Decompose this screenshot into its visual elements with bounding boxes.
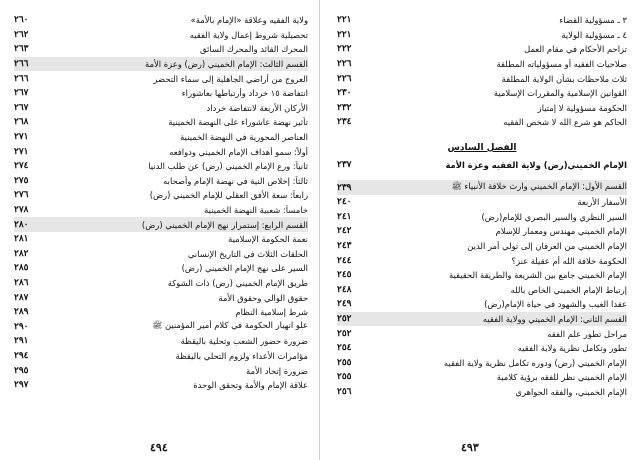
toc-entry-title: ٤ ـ مسؤولية الولاية (561, 29, 627, 40)
toc-entry-title: علو انهيار الحكومة في كلام أمير المؤمنين ﷺ (152, 320, 308, 331)
toc-entry (14, 13, 308, 28)
toc-entry-page: ٢٧٤ (14, 161, 29, 172)
toc-entry-page: ٢٤٥ (337, 270, 352, 281)
toc-entry-title: ٣ ـ مسؤولية القضاء (559, 15, 627, 26)
toc-entry (337, 224, 627, 239)
toc-entry-page: ٢٢٦ (337, 59, 352, 70)
toc-entry-title: الإمام الخميني، والفقه الجواهري (515, 386, 627, 397)
toc-entry (337, 283, 627, 298)
toc-entry-page: ٢٢١ (337, 15, 352, 26)
toc-entry (337, 326, 627, 341)
toc-entry-title: الإمام الخميني (رض) ودوره تكامل نظرية ولاية الفقيه (443, 357, 627, 368)
toc-section-entry (337, 180, 627, 195)
toc-entry-title: القسم الأول: الإمام الخميني وارث خلافة الأنبياء ﷺ (451, 181, 627, 192)
toc-entry (14, 349, 308, 364)
toc-entry (14, 363, 308, 378)
toc-entry-page: ٢٦٦ (14, 59, 29, 70)
toc-entry-title: شرط إسلامية النظام (235, 307, 308, 318)
toc-entry (14, 290, 308, 305)
toc-entry (14, 71, 308, 86)
toc-entry-title: مراحل تطور علم الفقه (547, 328, 627, 339)
toc-entry-title: أولاً: سمو أهداف الإمام الخميني ودوافعه (169, 146, 308, 157)
toc-entry-page: ٢٧١ (14, 132, 29, 143)
toc-entry-page: ٢٨٦ (14, 277, 29, 288)
toc-entry (14, 130, 308, 145)
toc-entry (337, 239, 627, 254)
toc-entry (337, 253, 627, 268)
toc-entry (14, 188, 308, 203)
toc-entry-page: ٢٩٥ (14, 365, 29, 376)
toc-entry (14, 28, 308, 43)
toc-spacer (337, 130, 627, 138)
toc-entry-title: الإمام الخميني مهندس ومعمار للإسلام (495, 226, 627, 237)
toc-entry-title: الحكومة خلافة الله أم عقيلة عنز؟ (511, 255, 627, 266)
toc-entry-title: إرتباط الإمام الخميني الخاص بالله (510, 284, 627, 295)
toc-entry-title: الإمام الخميني من العرفان إلى تولي أمر الدين (467, 241, 627, 252)
toc-entry (14, 276, 308, 291)
toc-entry (337, 195, 627, 210)
toc-entry-page: ٢٤٩ (337, 299, 352, 310)
toc-entry-page: ٢٩٧ (14, 380, 29, 391)
toc-entry-page: ٢٣٩ (337, 182, 352, 193)
toc-entry (337, 268, 627, 283)
toc-entry-page: ٢٥٥ (337, 357, 352, 368)
toc-entry-title: الإمام الخميني(رض) ولاية الفقيه وعزة الأمة (445, 160, 627, 171)
toc-entry-page: ٢٤٨ (337, 284, 352, 295)
toc-entry-page: ٢٥٦ (337, 386, 352, 397)
toc-entry (14, 247, 308, 262)
toc-entry-page: ٢٦٦ (14, 73, 29, 84)
toc-entry-title: ثانياً: ورع الإمام الخميني (رض) عن طلب الدنيا (148, 161, 308, 172)
toc-entry-page: ٢٩٤ (14, 350, 29, 361)
toc-entry-page: ٢٨٥ (14, 263, 29, 274)
toc-entry-title: تحصيلية شروط إعمال ولاية الفقيه (189, 29, 308, 40)
toc-entry (337, 71, 627, 86)
toc-entry-title: خامساً: شعبية النهضة الخمينية (204, 205, 308, 216)
toc-entry-title: القوانين الإسلامية والمقررات الإسلامية (493, 88, 627, 99)
toc-entry-title: الإمام الخميني جامع بين الشريعة والطريقة الحقيقية (449, 270, 627, 281)
toc-entry-title: طريق الإمام الخميني (رض) ذات الشوكة (167, 277, 308, 288)
toc-entry-page: ٢٨٩ (14, 307, 29, 318)
toc-entry (14, 101, 308, 116)
toc-entry-title: العروج من أراضي الجاهلية إلى سماء التحضر (153, 73, 308, 84)
toc-entry-title: علاقة الإمام والأمة وتحقق الوحدة (193, 380, 308, 391)
toc-entry-page: ٢٤٠ (337, 197, 352, 208)
toc-entry-title: الحلقات الثلاث في التاريخ الإنساني (187, 248, 308, 259)
toc-entry-title: تزاحم الأحكام في مقام العمل (524, 44, 627, 55)
toc-entry-title: تطور وتكامل نظرية ولاية الفقيه (517, 343, 627, 354)
toc-entry-title: حقوق الوالي وحقوق الأمة (218, 292, 308, 303)
toc-entry-title: المحرك القائد والمحرك السائق (200, 44, 308, 55)
toc-entry-page: ٢٤٢ (337, 226, 352, 237)
toc-entry (337, 385, 627, 400)
toc-entry-page: ٢٧٥ (14, 175, 29, 186)
toc-entry-page: ٢٤١ (337, 211, 352, 222)
toc-entry-title: السير على نهج الإمام الخميني (رض) (181, 263, 308, 274)
page-number-left: ٤٩٤ (150, 441, 168, 454)
toc-entry (337, 101, 627, 116)
toc-entry-page: ٢٤٤ (337, 255, 352, 266)
toc-entry-title: مؤامرات الأعداء ولزوم التحلي باليقظة (175, 350, 308, 361)
toc-entry-title: تأثير نهضة عاشوراء على النهضة الخمينية (168, 117, 308, 128)
page-number-right: ٤٩٣ (461, 441, 479, 454)
toc-entry (14, 115, 308, 130)
toc-entry (14, 144, 308, 159)
toc-entry-title: الإمام الخميني نظر للفقه برؤية كلامية (496, 372, 627, 383)
toc-entry (14, 232, 308, 247)
toc-entry-page: ٢٧٦ (14, 190, 29, 201)
toc-entry-page: ٢٢١ (337, 29, 352, 40)
toc-entry (337, 28, 627, 43)
toc-entry-page: ٢٦٨ (14, 117, 29, 128)
toc-entry (337, 86, 627, 101)
toc-entry-page: ٢٧١ (14, 146, 29, 157)
toc-entry (14, 42, 308, 57)
toc-entry (337, 355, 627, 370)
toc-entry-title: رابعاً: سعة الأفق العقلي للإمام الخميني (رض) (149, 190, 308, 201)
toc-entry-title: الأركان الأربعة لانتفاضة خرداد (206, 102, 308, 113)
toc-entry (337, 115, 627, 130)
toc-entry-page: ٢٣٠ (337, 88, 352, 99)
toc-entry-title: عقدا الغيب والشهود في حياة الإمام(رض) (484, 299, 627, 310)
toc-entry-page: ٢٦٧ (14, 102, 29, 113)
right-page (321, 0, 640, 460)
toc-entry (337, 42, 627, 57)
toc-entry-page: ٢٩٠ (14, 321, 29, 332)
toc-entry (337, 370, 627, 385)
toc-entry (14, 319, 308, 334)
toc-entry (337, 210, 627, 225)
toc-list-right (337, 13, 627, 399)
toc-spacer (337, 172, 627, 180)
toc-entry (14, 261, 308, 276)
toc-entry-page: ٢٥٢ (337, 328, 352, 339)
toc-entry-title: ضرورة حضور الشعب وتحلية باليقظة (180, 336, 308, 347)
toc-list-left (14, 13, 308, 392)
toc-entry-title: السير النظري والسير البصري للإمام(رض) (481, 211, 627, 222)
toc-entry-page: ٢٦٧ (14, 88, 29, 99)
toc-entry-title: العناصر المحورية في النهضة الخمينية (180, 132, 308, 143)
toc-entry-page: ٢٣٤ (337, 117, 352, 128)
toc-section-entry (14, 57, 308, 72)
toc-entry-page: ٢٣٧ (337, 160, 352, 171)
toc-entry (14, 174, 308, 189)
toc-entry-title: نعمة الحكومة الإسلامية (228, 234, 308, 245)
toc-entry (14, 159, 308, 174)
toc-entry (337, 158, 627, 173)
toc-entry-page: ٢٦٢ (14, 29, 29, 40)
chapter-heading (337, 138, 627, 158)
toc-entry (14, 378, 308, 393)
toc-entry-title: صلاحيات الفقيه أو مسؤولياته المطلقة (496, 59, 627, 70)
toc-entry-title: الفصل السادس (447, 142, 517, 153)
toc-entry-page: ٢٩١ (14, 336, 29, 347)
toc-entry-title: القسم الرابع: إستمرار نهج الإمام الخميني (رض) (141, 219, 308, 230)
toc-entry-page: ٢٦٠ (14, 15, 29, 26)
toc-entry-title: الحكومة مسؤولية لا إمتياز (537, 102, 627, 113)
toc-entry-page: ٢٨٠ (14, 219, 29, 230)
toc-entry (14, 334, 308, 349)
toc-entry-page: ٢٧٨ (14, 205, 29, 216)
toc-entry (14, 305, 308, 320)
toc-entry-title: الحاكم هو شرع الله لا شخص الفقيه (503, 117, 627, 128)
toc-entry (337, 341, 627, 356)
toc-section-entry (14, 217, 308, 232)
toc-entry (337, 13, 627, 28)
toc-entry (14, 86, 308, 101)
toc-entry-title: ثالثاً: إخلاص النية في نهضة الإمام وأصحابه (163, 175, 308, 186)
toc-entry-page: ٢٤٣ (337, 241, 352, 252)
toc-entry-page: ٢٨١ (14, 234, 29, 245)
toc-entry-title: القسم الثالث: الإمام الخميني (رض) وعزة الأمة (144, 59, 308, 70)
toc-entry-title: ولاية الفقيه وعلاقة «الإمام بالأمة» (190, 15, 308, 26)
toc-entry (337, 57, 627, 72)
toc-entry-page: ٢٢٢ (337, 44, 352, 55)
toc-entry-page: ٢٨٢ (14, 248, 29, 259)
toc-entry-title: انتفاضة ١٥ خرداد وأرتباطها بعاشوراء (181, 88, 308, 99)
toc-entry-page: ٢٢٦ (337, 73, 352, 84)
toc-entry-page: ٢٨٧ (14, 292, 29, 303)
toc-entry-page: ٢٥٥ (337, 372, 352, 383)
toc-entry-page: ٢٥٤ (337, 343, 352, 354)
toc-entry-title: الأسفار الأربعة (577, 197, 627, 208)
toc-entry (337, 297, 627, 312)
toc-entry-title: ثلاث ملاحظات بشأن الولاية المطلقة (501, 73, 627, 84)
toc-entry-title: القسم الثاني: الإمام الخميني وولاية الفقيه (482, 313, 627, 324)
toc-entry-title: ضرورة إتحاد الأمة (246, 365, 308, 376)
toc-entry-page: ٢٦٣ (14, 44, 29, 55)
toc-section-entry (337, 312, 627, 327)
toc-entry-page: ٢٣٢ (337, 102, 352, 113)
toc-entry-page: ٢٥٢ (337, 313, 352, 324)
toc-entry (14, 203, 308, 218)
